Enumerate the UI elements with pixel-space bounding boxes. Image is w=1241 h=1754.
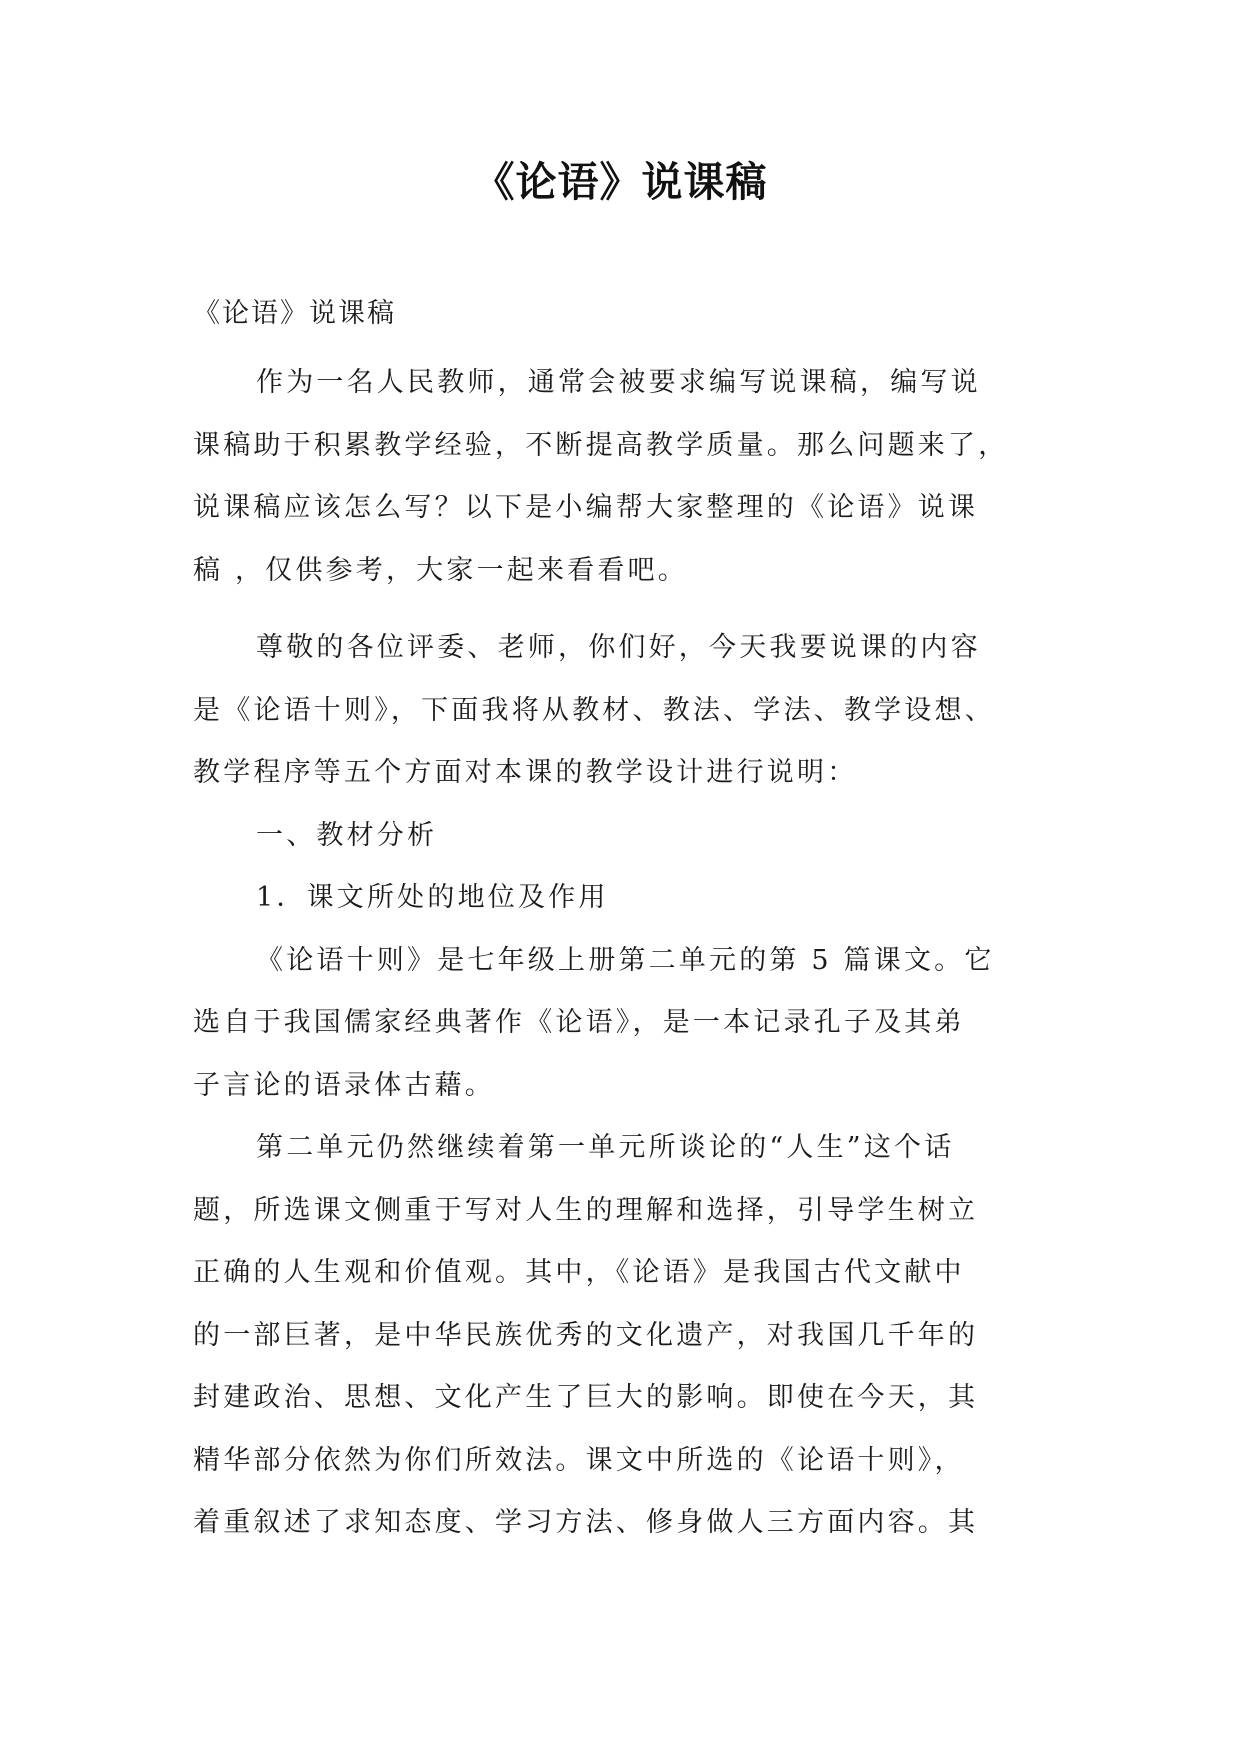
text-line: 课稿助于积累教学经验，不断提高教学质量。那么问题来了， [193,429,1009,461]
document-title: 《论语》说课稿 [473,158,768,206]
text-line: 尊敬的各位评委、老师，你们好，今天我要说课的内容 [256,632,981,663]
section-heading: 一、教材分析 [256,819,438,851]
text-line: 稿 ，仅供参考，大家一起来看看吧。 [193,554,688,586]
text-line: 正确的人生观和价值观。其中，《论语》是我国古代文献中 [193,1257,965,1288]
text-line: 着重叙述了求知态度、学习方法、修身做人三方面内容。其 [193,1507,979,1538]
text-line: 选自于我国儒家经典著作《论语》，是一本记录孔子及其弟 [193,1007,965,1038]
text-line: 题，所选课文侧重于写对人生的理解和选择，引导学生树立 [193,1194,979,1226]
text-line: 《论语十则》是七年级上册第二单元的第 5 篇课文。它 [256,944,995,976]
greeting-paragraph [193,617,1053,1555]
text-line: 精华部分依然为你们所效法。课文中所选的《论语十则》， [193,1444,965,1476]
text-line: 封建政治、思想、文化产生了巨大的影响。即使在今天，其 [193,1382,979,1413]
text-line: 是《论语十则》，下面我将从教材、教法、学法、教学设想、 [193,694,995,726]
document-subtitle: 《论语》说课稿 [193,298,396,329]
text-line: 子言论的语录体古藉。 [193,1069,495,1101]
text-line: 教学程序等五个方面对本课的教学设计进行说明： [193,757,858,788]
subsection-heading: 1．课文所处的地位及作用 [256,882,609,913]
text-line: 第二单元仍然继续着第一单元所谈论的“人生”这个话 [256,1132,955,1163]
intro-paragraph [193,352,1053,602]
text-line: 说课稿应该怎么写？以下是小编帮大家整理的《论语》说课 [193,492,979,523]
text-line: 作为一名人民教师，通常会被要求编写说课稿，编写说 [256,367,981,398]
text-line: 的一部巨著，是中华民族优秀的文化遗产，对我国几千年的 [193,1319,979,1351]
